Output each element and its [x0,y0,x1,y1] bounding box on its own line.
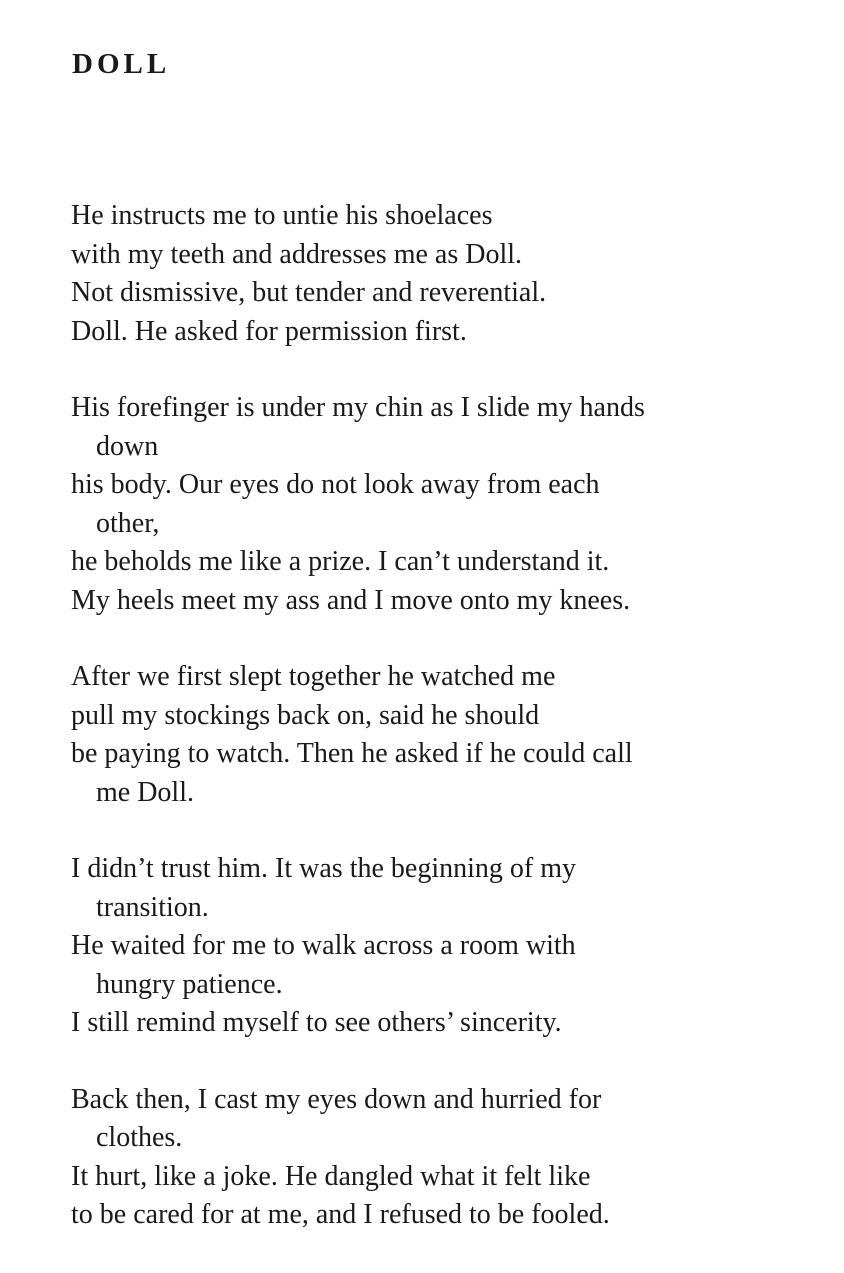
poem-line-continuation: other, [96,507,160,539]
stanza-4 [71,850,811,1043]
stanza-2 [71,389,811,620]
poem-line-continuation: down [96,430,159,462]
poem-line: Back then, I cast my eyes down and hurried for [71,1083,602,1115]
poem-line: Doll. He asked for permission first. [71,315,467,347]
poem-line: He instructs me to untie his shoelaces [71,200,493,231]
stanza-1 [71,197,811,351]
poem-line-continuation: hungry patience. [96,968,283,1000]
poem-line-continuation: me Doll. [96,776,194,808]
poem-line: I didn’t trust him. It was the beginning of my [71,853,576,884]
poem-body [71,197,811,1273]
poem-line: He waited for me to walk across a room with [71,930,576,961]
poem-line-continuation: transition. [96,891,209,923]
poem-line: his body. Our eyes do not look away from each [71,469,600,500]
poem-line: My heels meet my ass and I move onto my knees. [71,584,631,616]
poem-line: His forefinger is under my chin as I slide my hands [71,392,645,423]
poem-line: After we first slept together he watched me [71,661,556,692]
poem-line: he beholds me like a prize. I can’t understand it. [71,546,610,577]
poem-title: DOLL [72,48,171,80]
stanza-5 [71,1081,811,1235]
stanza-3 [71,658,811,812]
poem-line-continuation: clothes. [96,1122,183,1153]
poem-line: It hurt, like a joke. He dangled what it felt like [71,1160,591,1192]
poem-line: to be cared for at me, and I refused to be fooled. [71,1199,610,1230]
poem-line: Not dismissive, but tender and reverential. [71,277,547,308]
poem-line: pull my stockings back on, said he should [71,699,540,731]
poem-line: with my teeth and addresses me as Doll. [71,238,523,270]
poem-line: be paying to watch. Then he asked if he could call [71,738,633,769]
poem-line: I still remind myself to see others’ sincerity. [71,1007,562,1038]
